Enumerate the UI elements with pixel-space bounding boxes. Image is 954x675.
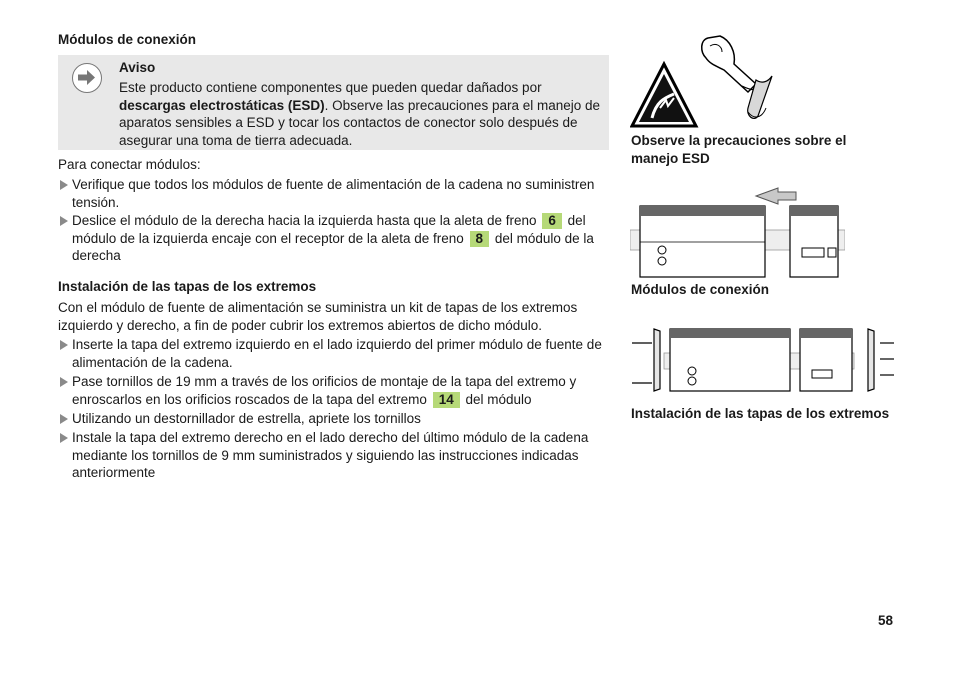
step-text-part: del módulo de la izquierda encaje con el receptor de la aleta de freno [72,213,586,246]
bullet-arrow-icon [60,216,68,226]
intro-text: Para conectar módulos: [58,157,201,172]
section-heading-caps: Instalación de las tapas de los extremos [58,279,317,294]
bullet-arrow-icon [60,414,68,424]
arrow-right-icon [72,63,102,93]
caption-esd: Observe la precauciones sobre el manejo ESD [631,133,847,166]
esd-warning-illustration [630,32,790,128]
reference-badge: 8 [470,231,490,247]
page-number: 58 [878,613,894,628]
step-text: Instale la tapa del extremo derecho en el lado derecho del último módulo de la cadena mediante los tornillos de 9 mm suministrados y siguiendo las instrucciones indicadas anteriormente [72,430,589,480]
step-text-part: del módulo [465,391,532,407]
reference-badge: 6 [542,213,562,229]
caption-caps: Instalación de las tapas de los extremos [631,406,890,421]
notice-title: Aviso [119,60,156,75]
reference-badge: 14 [433,392,460,408]
caption-modules: Módulos de conexión [631,282,770,297]
module-connection-diagram [630,186,845,280]
step-text: Verifique que todos los módulos de fuente de alimentación de la cadena no suministren tensión. [72,177,595,210]
notice-box [58,55,609,150]
step-text [72,212,618,265]
step-text: Inserte la tapa del extremo izquierdo en el lado izquierdo del primer módulo de fuente de alimentación de la cadena. [72,337,602,370]
section-heading-modules: Módulos de conexión [58,32,197,47]
bullet-arrow-icon [60,433,68,443]
step-text [72,373,610,408]
step-text: Utilizando un destornillador de estrella, apriete los tornillos [72,411,421,426]
notice-body-bold: descargas electrostáticas (ESD) [119,97,325,113]
notice-body-text-2: . Observe las precauciones para el manejo de aparatos sensibles a ESD y tocar los contactos de conector solo después de asegurar una toma de tierra adecuada. [119,97,601,148]
step-text-part: Deslice el módulo de la derecha hacia la izquierda hasta que la aleta de freno [72,213,537,228]
notice-body-text: Este producto contiene componentes que pueden quedar dañados por [119,80,542,95]
bullet-arrow-icon [60,180,68,190]
bullet-arrow-icon [60,377,68,387]
step-text-part: del módulo de la derecha [72,230,594,263]
bullet-arrow-icon [60,340,68,350]
end-caps-diagram [630,325,898,393]
step-text-part: Pase tornillos de 19 mm a través de los orificios de montaje de la tapa del extremo y enroscarlos en los orificios roscados de la tapa del extremo [72,374,577,407]
caps-intro-text: Con el módulo de fuente de alimentación se suministra un kit de tapas de los extremos izquierdo y derecho, a fin de poder cubrir los extremos abiertos de dicho módulo. [58,300,578,333]
notice-body [119,79,607,149]
